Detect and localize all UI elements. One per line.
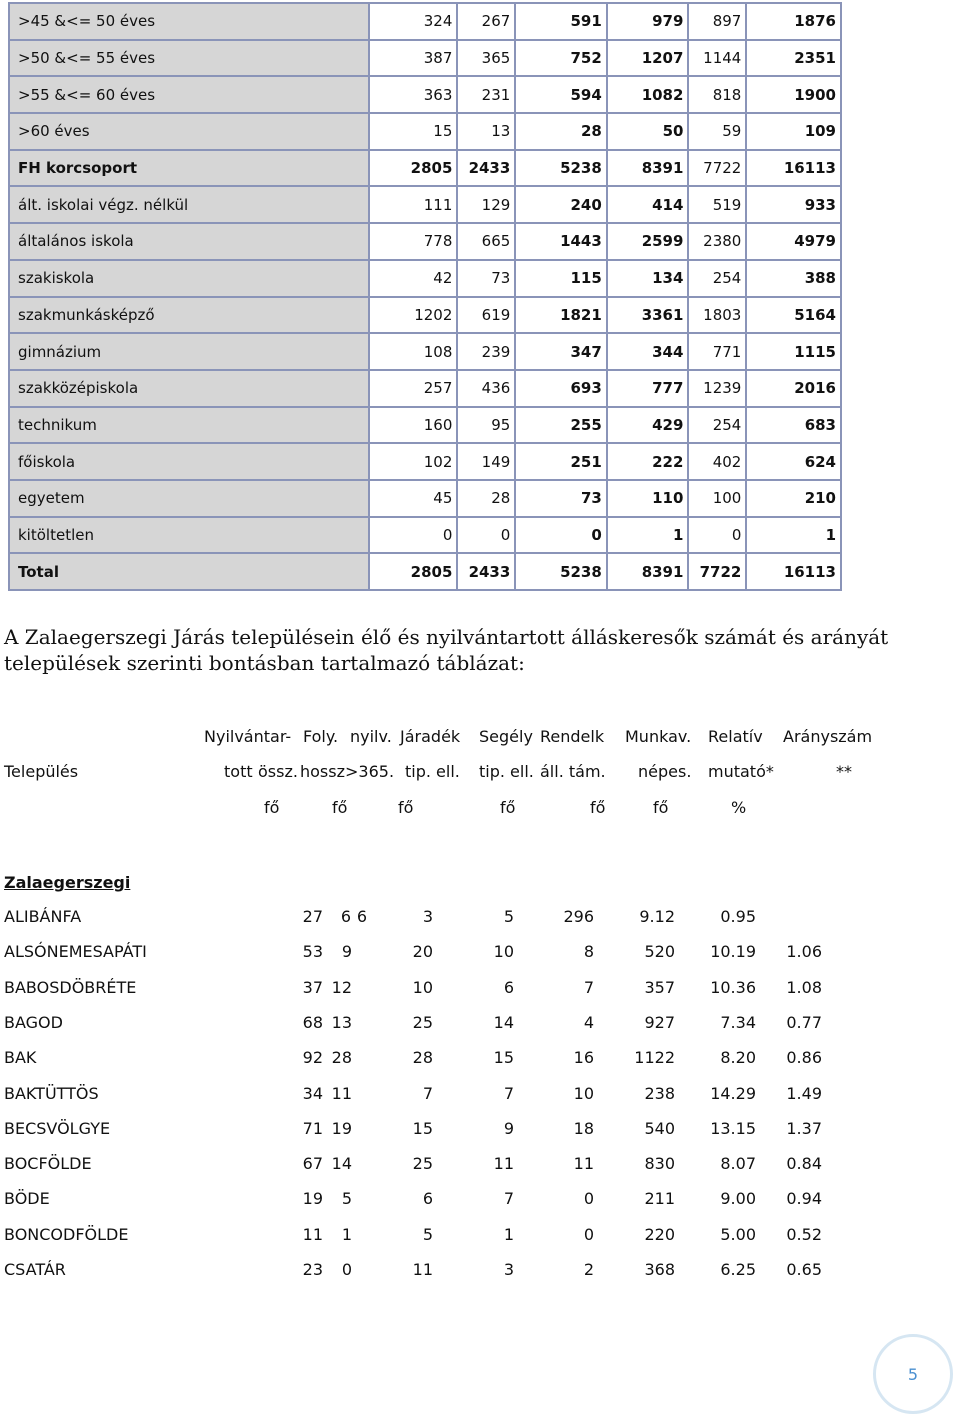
unit-fo-5: fő xyxy=(590,798,606,817)
table-cell: 134 xyxy=(607,260,689,297)
row-label: FH korcsoport xyxy=(9,150,369,187)
table-cell: 0 xyxy=(369,517,458,554)
table-row xyxy=(9,370,841,407)
table-cell: 519 xyxy=(688,186,746,223)
page-number: 5 xyxy=(907,1364,919,1384)
intro-paragraph: A Zalaegerszegi Járás településein élő és nyilvántartott álláskeresők számát és arányát települések szerinti bontásban tartalmazó táblázat: xyxy=(4,625,889,675)
district-title: Zalaegerszegi xyxy=(4,873,131,892)
header-foly: Foly. xyxy=(303,727,339,746)
settlement-value: 220 xyxy=(644,1224,675,1244)
settlement-value: 23 xyxy=(302,1260,323,1279)
table-cell: 50 xyxy=(607,113,689,150)
settlement-value: 53 xyxy=(302,942,323,962)
settlement-row xyxy=(0,1048,960,1083)
table-cell: 108 xyxy=(369,333,458,370)
table-cell: 429 xyxy=(607,407,689,444)
table-cell: 777 xyxy=(607,370,689,407)
settlement-value: 0 xyxy=(583,1224,594,1244)
table-row xyxy=(9,553,841,590)
table-cell: 111 xyxy=(369,186,458,223)
settlement-value: 19 xyxy=(302,1189,323,1209)
row-label: szakközépiskola xyxy=(9,370,369,407)
row-label: >60 éves xyxy=(9,113,369,150)
table-cell: 619 xyxy=(457,297,515,334)
settlement-value: 67 xyxy=(302,1154,323,1174)
table-cell: 979 xyxy=(607,3,689,40)
header-nepes: népes. xyxy=(638,762,692,781)
row-label: egyetem xyxy=(9,480,369,517)
settlement-row xyxy=(0,942,960,977)
settlement-value: 5.00 xyxy=(720,1224,756,1244)
table-cell: 45 xyxy=(369,480,458,517)
table-cell: 240 xyxy=(515,186,607,223)
settlement-row xyxy=(0,1225,960,1260)
table-cell: 1443 xyxy=(515,223,607,260)
table-cell: 818 xyxy=(688,76,746,113)
table-cell: 254 xyxy=(688,407,746,444)
table-cell: 149 xyxy=(457,443,515,480)
settlement-value: 28 xyxy=(412,1048,433,1068)
settlement-value: 3 xyxy=(422,907,433,926)
settlement-value: 92 xyxy=(302,1048,323,1068)
settlement-value: 368 xyxy=(644,1260,675,1279)
settlement-name: BAK xyxy=(4,1048,37,1068)
table-cell: 2351 xyxy=(746,40,841,77)
settlement-value: 10 xyxy=(412,977,433,997)
table-cell: 1 xyxy=(607,517,689,554)
table-cell: 5164 xyxy=(746,297,841,334)
header-rendelk: Rendelk xyxy=(540,727,605,746)
settlement-value: 1.37 xyxy=(786,1118,822,1138)
settlement-value: 25 xyxy=(412,1154,433,1174)
settlement-value: 71 xyxy=(302,1118,323,1138)
table-row xyxy=(9,40,841,77)
table-cell: 2433 xyxy=(457,150,515,187)
row-label: Total xyxy=(9,553,369,590)
table-cell: 324 xyxy=(369,3,458,40)
table-cell: 115 xyxy=(515,260,607,297)
row-label: általános iskola xyxy=(9,223,369,260)
table-cell: 2380 xyxy=(688,223,746,260)
settlement-value: 8.20 xyxy=(720,1048,756,1068)
settlement-value: 11 xyxy=(412,1260,433,1279)
table-row xyxy=(9,223,841,260)
table-cell: 347 xyxy=(515,333,607,370)
settlement-value: 10.19 xyxy=(710,942,756,962)
table-cell: 59 xyxy=(688,113,746,150)
settlement-name: ALSÓNEMESAPÁTI xyxy=(4,942,147,962)
header-telepules: Település xyxy=(4,762,79,781)
settlement-name: BOCFÖLDE xyxy=(4,1154,92,1174)
header-nyilvantar: Nyilvántar- xyxy=(204,727,292,746)
settlement-value: 11 xyxy=(302,1224,323,1244)
table-cell: 267 xyxy=(457,3,515,40)
table-cell: 16113 xyxy=(746,150,841,187)
table-cell: 7722 xyxy=(688,150,746,187)
header-relativ: Relatív xyxy=(708,727,763,746)
settlement-value: 18 xyxy=(573,1118,594,1138)
table-row xyxy=(9,260,841,297)
table-cell: 683 xyxy=(746,407,841,444)
row-label: kitöltetlen xyxy=(9,517,369,554)
table-cell: 255 xyxy=(515,407,607,444)
settlement-row xyxy=(0,1084,960,1119)
settlement-value: 9.00 xyxy=(720,1189,756,1209)
header-mutato: mutató* xyxy=(708,762,774,781)
page-number-badge xyxy=(873,1334,953,1414)
table-cell: 2599 xyxy=(607,223,689,260)
age-education-table-body xyxy=(9,3,841,590)
settlement-value: 6 xyxy=(503,977,514,997)
settlement-value: 11 xyxy=(573,1154,594,1174)
table-cell: 1 xyxy=(746,517,841,554)
settlement-value: 2 xyxy=(583,1260,594,1279)
settlement-value: 14 xyxy=(493,1012,514,1032)
settlement-value: 296 xyxy=(563,907,594,926)
settlement-value: 1 xyxy=(341,1224,352,1244)
table-cell: 1115 xyxy=(746,333,841,370)
settlement-row xyxy=(0,1119,960,1154)
settlement-value: 0.77 xyxy=(786,1012,822,1032)
settlement-value: 238 xyxy=(644,1083,675,1103)
settlement-value: 520 xyxy=(644,942,675,962)
settlement-value: 5 xyxy=(422,1224,433,1244)
row-label: >45 &<= 50 éves xyxy=(9,3,369,40)
row-label: főiskola xyxy=(9,443,369,480)
settlement-value: 10 xyxy=(493,942,514,962)
table-cell: 3361 xyxy=(607,297,689,334)
table-row xyxy=(9,150,841,187)
settlement-value: 7 xyxy=(503,1083,514,1103)
settlement-value: 11 xyxy=(493,1154,514,1174)
table-cell: 16113 xyxy=(746,553,841,590)
header-jaradek: Járadék xyxy=(400,727,461,746)
settlement-value: 16 xyxy=(573,1048,594,1068)
header-hossz: hossz>365. xyxy=(300,762,395,781)
header-tott: tott xyxy=(224,762,253,781)
table-cell: 1876 xyxy=(746,3,841,40)
settlement-value: 6 xyxy=(340,907,351,926)
settlement-value: 6 xyxy=(422,1189,433,1209)
settlement-value: 1.06 xyxy=(786,942,822,962)
age-education-table xyxy=(8,2,842,591)
table-cell: 363 xyxy=(369,76,458,113)
table-cell: 95 xyxy=(457,407,515,444)
table-cell: 897 xyxy=(688,3,746,40)
settlement-value: 9.12 xyxy=(639,907,675,926)
settlement-value: 8.07 xyxy=(720,1154,756,1174)
table-cell: 693 xyxy=(515,370,607,407)
header-all-tam: áll. tám. xyxy=(540,762,606,781)
settlement-value: 9 xyxy=(503,1118,514,1138)
settlement-row xyxy=(0,1260,960,1295)
table-cell: 5238 xyxy=(515,150,607,187)
table-cell: 251 xyxy=(515,443,607,480)
row-label: gimnázium xyxy=(9,333,369,370)
table-cell: 344 xyxy=(607,333,689,370)
settlement-value: 0.52 xyxy=(786,1224,822,1244)
settlement-value: 211 xyxy=(644,1189,675,1209)
settlement-value: 1.49 xyxy=(786,1083,822,1103)
table-cell: 42 xyxy=(369,260,458,297)
settlement-value: 830 xyxy=(644,1154,675,1174)
settlement-value: 37 xyxy=(302,977,323,997)
unit-fo-1: fő xyxy=(264,798,280,817)
settlement-value: 0.95 xyxy=(720,907,756,926)
settlement-value: 0.84 xyxy=(786,1154,822,1174)
header-tip-ell-2: tip. ell. xyxy=(479,762,534,781)
table-cell: 254 xyxy=(688,260,746,297)
header-segely: Segély xyxy=(479,727,533,746)
settlement-value: 68 xyxy=(302,1012,323,1032)
settlement-value: 15 xyxy=(493,1048,514,1068)
settlement-value: 13.15 xyxy=(710,1118,756,1138)
settlement-name: BECSVÖLGYE xyxy=(4,1118,111,1138)
settlement-value: 13 xyxy=(331,1012,352,1032)
settlement-value: 11 xyxy=(331,1083,352,1103)
unit-fo-4: fő xyxy=(500,798,516,817)
table-cell: 414 xyxy=(607,186,689,223)
settlement-value: 7 xyxy=(583,977,594,997)
settlement-name: ALIBÁNFA xyxy=(4,907,82,926)
settlement-value: 25 xyxy=(412,1012,433,1032)
table-cell: 778 xyxy=(369,223,458,260)
table-cell: 73 xyxy=(515,480,607,517)
table-cell: 933 xyxy=(746,186,841,223)
table-cell: 210 xyxy=(746,480,841,517)
settlement-row xyxy=(0,978,960,1013)
table-cell: 1803 xyxy=(688,297,746,334)
table-cell: 110 xyxy=(607,480,689,517)
table-cell: 4979 xyxy=(746,223,841,260)
settlement-value: 1 xyxy=(503,1224,514,1244)
table-cell: 28 xyxy=(515,113,607,150)
table-cell: 129 xyxy=(457,186,515,223)
table-cell: 28 xyxy=(457,480,515,517)
table-cell: 771 xyxy=(688,333,746,370)
table-cell: 1144 xyxy=(688,40,746,77)
unit-fo-6: fő xyxy=(653,798,669,817)
settlement-value: 10.36 xyxy=(710,977,756,997)
table-cell: 402 xyxy=(688,443,746,480)
table-cell: 2805 xyxy=(369,150,458,187)
unit-fo-2: fő xyxy=(332,798,348,817)
table-cell: 100 xyxy=(688,480,746,517)
settlement-value: 4 xyxy=(583,1012,594,1032)
row-label: ált. iskolai végz. nélkül xyxy=(9,186,369,223)
table-cell: 102 xyxy=(369,443,458,480)
table-cell: 365 xyxy=(457,40,515,77)
table-cell: 231 xyxy=(457,76,515,113)
table-cell: 8391 xyxy=(607,553,689,590)
row-label: >55 &<= 60 éves xyxy=(9,76,369,113)
table-cell: 73 xyxy=(457,260,515,297)
row-label: technikum xyxy=(9,407,369,444)
table-row xyxy=(9,186,841,223)
table-cell: 1821 xyxy=(515,297,607,334)
table-cell: 1082 xyxy=(607,76,689,113)
table-cell: 624 xyxy=(746,443,841,480)
table-cell: 15 xyxy=(369,113,458,150)
table-cell: 8391 xyxy=(607,150,689,187)
unit-percent: % xyxy=(731,798,747,817)
table-cell: 388 xyxy=(746,260,841,297)
settlement-value: 34 xyxy=(302,1083,323,1103)
table-cell: 1207 xyxy=(607,40,689,77)
settlement-value: 0.94 xyxy=(786,1189,822,1209)
table-row xyxy=(9,517,841,554)
table-cell: 5238 xyxy=(515,553,607,590)
table-cell: 1900 xyxy=(746,76,841,113)
settlement-value: 19 xyxy=(331,1118,352,1138)
settlement-value: 15 xyxy=(412,1118,433,1138)
header-munkav: Munkav. xyxy=(625,727,692,746)
table-cell: 222 xyxy=(607,443,689,480)
table-row xyxy=(9,76,841,113)
table-cell: 436 xyxy=(457,370,515,407)
table-cell: 0 xyxy=(515,517,607,554)
settlement-name: BAKTÜTTÖS xyxy=(4,1083,99,1103)
table-cell: 0 xyxy=(457,517,515,554)
settlement-value: 7.34 xyxy=(720,1012,756,1032)
table-row xyxy=(9,407,841,444)
settlement-value: 10 xyxy=(573,1083,594,1103)
header-tip-ell-1: tip. ell. xyxy=(405,762,460,781)
table-row xyxy=(9,3,841,40)
header-asterisks: ** xyxy=(836,762,852,781)
table-cell: 160 xyxy=(369,407,458,444)
settlement-name: BAGOD xyxy=(4,1012,63,1032)
table-row xyxy=(9,480,841,517)
settlement-value: 1.08 xyxy=(786,977,822,997)
table-cell: 0 xyxy=(688,517,746,554)
table-cell: 1202 xyxy=(369,297,458,334)
settlement-row xyxy=(0,907,960,942)
settlement-value: 7 xyxy=(503,1189,514,1209)
table-cell: 594 xyxy=(515,76,607,113)
settlement-value: 0 xyxy=(341,1260,352,1279)
table-row xyxy=(9,113,841,150)
header-nyilv: nyilv. xyxy=(350,727,392,746)
settlement-value: 0 xyxy=(583,1189,594,1209)
settlement-value: 6.25 xyxy=(720,1260,756,1279)
settlement-row xyxy=(0,1154,960,1189)
table-cell: 2805 xyxy=(369,553,458,590)
settlement-value: 0.65 xyxy=(786,1260,822,1279)
settlement-value: 1122 xyxy=(634,1048,675,1068)
settlement-value: 6 xyxy=(356,907,367,926)
row-label: >50 &<= 55 éves xyxy=(9,40,369,77)
settlement-name: BONCODFÖLDE xyxy=(4,1224,129,1244)
settlement-value: 20 xyxy=(412,942,433,962)
table-cell: 591 xyxy=(515,3,607,40)
table-cell: 2433 xyxy=(457,553,515,590)
settlement-value: 357 xyxy=(644,977,675,997)
table-cell: 13 xyxy=(457,113,515,150)
settlement-value: 540 xyxy=(644,1118,675,1138)
row-label: szakiskola xyxy=(9,260,369,297)
settlement-value: 7 xyxy=(422,1083,433,1103)
table-row xyxy=(9,297,841,334)
settlement-value: 5 xyxy=(503,907,514,926)
settlement-name: BÖDE xyxy=(4,1189,50,1209)
unit-fo-3: fő xyxy=(398,798,414,817)
row-label: szakmunkásképző xyxy=(9,297,369,334)
settlement-name: BABOSDÖBRÉTE xyxy=(4,977,137,997)
table-cell: 2016 xyxy=(746,370,841,407)
settlement-value: 27 xyxy=(302,907,323,926)
table-cell: 1239 xyxy=(688,370,746,407)
settlement-value: 28 xyxy=(331,1048,352,1068)
table-cell: 665 xyxy=(457,223,515,260)
settlement-value: 14.29 xyxy=(710,1083,756,1103)
settlement-row xyxy=(0,1013,960,1048)
table-cell: 752 xyxy=(515,40,607,77)
table-cell: 387 xyxy=(369,40,458,77)
table-cell: 239 xyxy=(457,333,515,370)
table-row xyxy=(9,333,841,370)
settlement-value: 12 xyxy=(331,977,352,997)
header-ossz: össz. xyxy=(258,762,298,781)
settlement-value: 0.86 xyxy=(786,1048,822,1068)
settlement-row xyxy=(0,1189,960,1224)
settlement-name: CSATÁR xyxy=(4,1260,66,1279)
table-cell: 257 xyxy=(369,370,458,407)
settlement-value: 5 xyxy=(341,1189,352,1209)
table-cell: 109 xyxy=(746,113,841,150)
settlement-value: 14 xyxy=(331,1154,352,1174)
settlement-value: 8 xyxy=(583,942,594,962)
settlement-value: 9 xyxy=(341,942,352,962)
table-cell: 7722 xyxy=(688,553,746,590)
table-row xyxy=(9,443,841,480)
settlement-value: 927 xyxy=(644,1012,675,1032)
header-aranyszam: Arányszám xyxy=(783,727,873,746)
settlement-value: 3 xyxy=(503,1260,514,1279)
